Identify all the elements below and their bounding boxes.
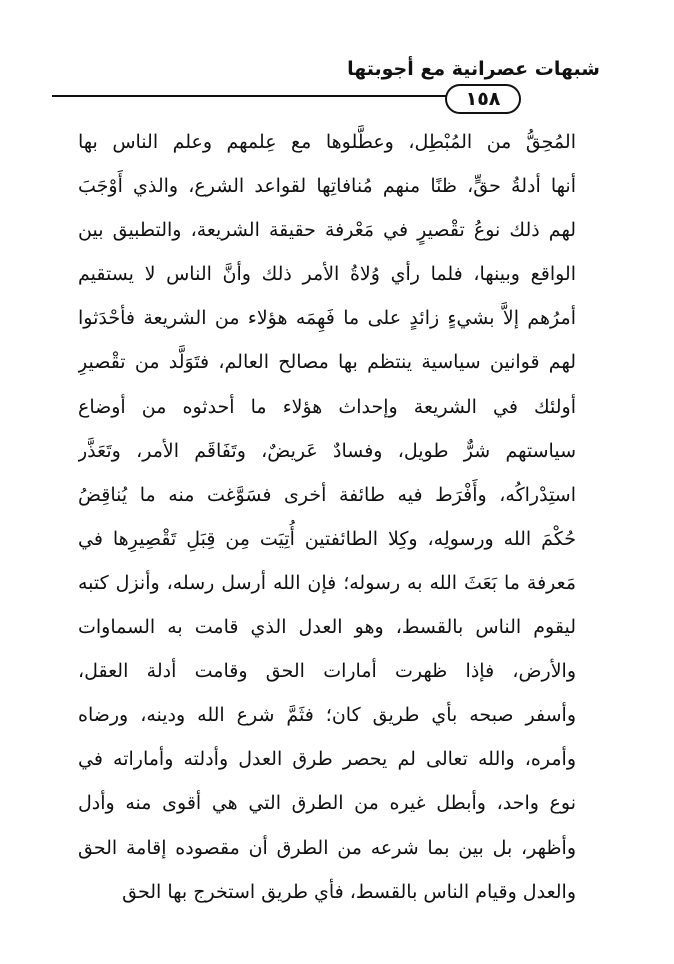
text-line: أمرُهم إلاَّ بشيءٍ زائدٍ على ما فَهِمَه هؤلاء من الشريعة فأحْدَثوا <box>78 307 576 330</box>
text-line: أنها أدلةُ حقٍّ، ظنًا منهم مُنافاتِها لقواعد الشرع، والذي أَوْجَبَ <box>78 175 576 198</box>
text-line: أولئك في الشريعة وإحداث هؤلاء ما أحدثوه من أوضاع <box>78 395 576 418</box>
text-line: الواقع وبينها، فلما رأي وُلاةُ الأمر ذلك وأنَّ الناس لا يستقيم <box>78 263 576 286</box>
body-text <box>78 120 576 914</box>
text-line: لهم ذلك نوعُ تقْصيرٍ في مَعْرفة حقيقة الشريعة، والتطبيق بين <box>78 219 576 242</box>
text-line: مَعرفة ما بَعَثَ الله به رسوله؛ فإن الله أرسل رسله، وأنزل كتبه <box>78 571 576 594</box>
text-line: وأظهر، بل بين بما شرعه من الطرق أن مقصوده إقامة الحق <box>78 836 576 859</box>
page-number: ١٥٨ <box>445 84 521 114</box>
text-line: لهم قوانين سياسية ينتظم بها مصالح العالم، فتَوَلَّد من تقْصيرِ <box>78 351 576 374</box>
text-line: وأسفر صبحه بأي طريق كان؛ فثَمَّ شرع الله ودينه، ورضاه <box>78 704 576 727</box>
text-line: ليقوم الناس بالقسط، وهو العدل الذي قامت به السماوات <box>78 616 576 639</box>
text-line: وأمره، والله تعالى لم يحصر طرق العدل وأدلته وأماراته في <box>78 748 576 771</box>
running-header-title: شبهات عصرانية مع أجوبتها <box>347 58 600 80</box>
text-line: والأرض، فإذا ظهرت أمارات الحق وقامت أدلة العقل، <box>78 660 576 683</box>
text-line: استِدْراكُه، وأَفْرَط فيه طائفة أخرى فسَوَّغت منه ما يُناقِضُ <box>78 483 576 506</box>
text-line: سياستهم شرٌّ طويل، وفسادٌ عَريضٌ، وتَفَاقَم الأمر، وتَعَذَّر <box>78 439 576 462</box>
text-line: نوع واحد، وأبطل غيره من الطرق التي هي أقوى منه وأدل <box>78 792 576 815</box>
text-line: المُحِقُّ من المُبْطِل، وعطَّلوها مع عِلمهم وعلم الناس بها <box>78 131 576 153</box>
text-line: والعدل وقيام الناس بالقسط، فأي طريق استخرج بها الحق <box>122 880 576 903</box>
text-line: حُكْمَ الله ورسولِه، وكِلا الطائفتين أُتِيَت مِن قِبَلِ تَقْصِيرِها في <box>78 527 576 550</box>
